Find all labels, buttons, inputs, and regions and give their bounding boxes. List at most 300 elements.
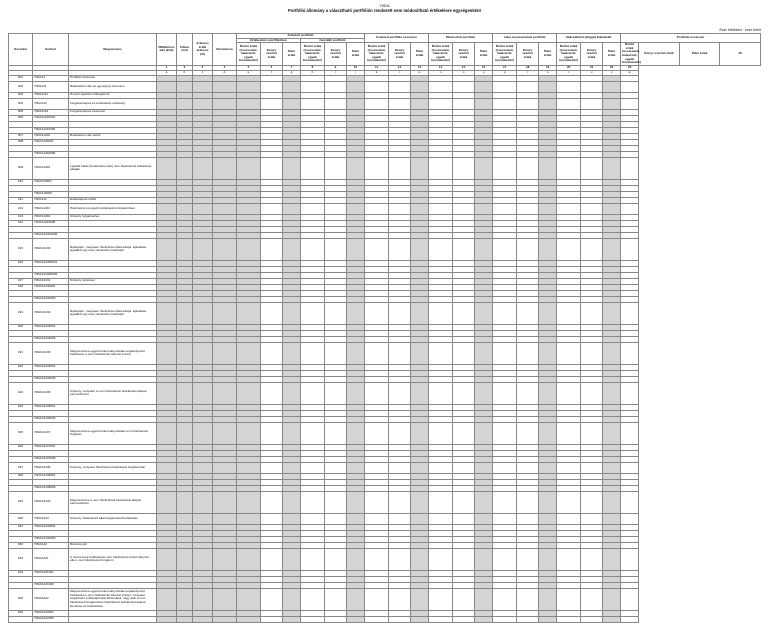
value-cell[interactable] bbox=[325, 98, 347, 109]
value-cell[interactable] bbox=[557, 302, 581, 324]
value-cell[interactable] bbox=[453, 588, 475, 610]
value-cell[interactable] bbox=[493, 513, 517, 524]
value-cell[interactable] bbox=[517, 513, 539, 524]
value-cell[interactable] bbox=[603, 616, 621, 622]
value-cell[interactable] bbox=[193, 462, 213, 473]
value-cell[interactable] bbox=[347, 81, 365, 92]
value-cell[interactable] bbox=[237, 588, 261, 610]
value-cell[interactable] bbox=[237, 342, 261, 364]
value-cell[interactable] bbox=[213, 203, 237, 214]
value-cell[interactable] bbox=[347, 588, 365, 610]
value-cell[interactable] bbox=[621, 513, 639, 524]
value-cell[interactable] bbox=[157, 382, 177, 404]
value-cell[interactable] bbox=[517, 548, 539, 570]
value-cell[interactable] bbox=[157, 81, 177, 92]
value-cell[interactable] bbox=[557, 588, 581, 610]
value-cell[interactable] bbox=[261, 81, 283, 92]
value-cell[interactable] bbox=[261, 203, 283, 214]
value-cell[interactable] bbox=[621, 98, 639, 109]
value-cell[interactable] bbox=[493, 157, 517, 179]
value-cell[interactable] bbox=[621, 548, 639, 570]
value-cell[interactable] bbox=[237, 302, 261, 324]
value-cell[interactable] bbox=[365, 342, 389, 364]
value-cell[interactable] bbox=[581, 513, 603, 524]
value-cell[interactable] bbox=[475, 382, 493, 404]
value-cell[interactable] bbox=[453, 422, 475, 444]
value-cell[interactable] bbox=[213, 588, 237, 610]
value-cell[interactable] bbox=[603, 342, 621, 364]
value-cell[interactable] bbox=[157, 302, 177, 324]
value-cell[interactable] bbox=[557, 462, 581, 473]
value-cell[interactable] bbox=[539, 157, 557, 179]
value-cell[interactable] bbox=[157, 157, 177, 179]
value-cell[interactable] bbox=[517, 616, 539, 622]
value-cell[interactable] bbox=[193, 81, 213, 92]
value-cell[interactable] bbox=[325, 462, 347, 473]
value-cell[interactable] bbox=[237, 238, 261, 260]
value-cell[interactable] bbox=[557, 203, 581, 214]
value-cell[interactable] bbox=[493, 548, 517, 570]
value-cell[interactable] bbox=[517, 491, 539, 513]
value-cell[interactable] bbox=[603, 98, 621, 109]
value-cell[interactable] bbox=[517, 588, 539, 610]
value-cell[interactable] bbox=[365, 422, 389, 444]
value-cell[interactable] bbox=[347, 513, 365, 524]
value-cell[interactable] bbox=[283, 81, 301, 92]
value-cell[interactable] bbox=[603, 588, 621, 610]
value-cell[interactable] bbox=[539, 422, 557, 444]
value-cell[interactable] bbox=[283, 616, 301, 622]
value-cell[interactable] bbox=[581, 157, 603, 179]
value-cell[interactable] bbox=[453, 342, 475, 364]
value-cell[interactable] bbox=[193, 238, 213, 260]
value-cell[interactable] bbox=[325, 491, 347, 513]
value-cell[interactable] bbox=[621, 588, 639, 610]
value-cell[interactable] bbox=[213, 238, 237, 260]
value-cell[interactable] bbox=[301, 513, 325, 524]
value-cell[interactable] bbox=[177, 588, 193, 610]
value-cell[interactable] bbox=[157, 98, 177, 109]
value-cell[interactable] bbox=[261, 302, 283, 324]
value-cell[interactable] bbox=[261, 422, 283, 444]
value-cell[interactable] bbox=[283, 238, 301, 260]
value-cell[interactable] bbox=[177, 548, 193, 570]
value-cell[interactable] bbox=[157, 422, 177, 444]
value-cell[interactable] bbox=[347, 422, 365, 444]
value-cell[interactable] bbox=[193, 98, 213, 109]
value-cell[interactable] bbox=[539, 462, 557, 473]
value-cell[interactable] bbox=[347, 98, 365, 109]
value-cell[interactable] bbox=[325, 382, 347, 404]
value-cell[interactable] bbox=[301, 81, 325, 92]
value-cell[interactable] bbox=[475, 616, 493, 622]
value-cell[interactable] bbox=[517, 342, 539, 364]
value-cell[interactable] bbox=[347, 238, 365, 260]
value-cell[interactable] bbox=[493, 382, 517, 404]
value-cell[interactable] bbox=[237, 422, 261, 444]
value-cell[interactable] bbox=[411, 342, 429, 364]
value-cell[interactable] bbox=[453, 491, 475, 513]
value-cell[interactable] bbox=[557, 616, 581, 622]
value-cell[interactable] bbox=[157, 462, 177, 473]
value-cell[interactable] bbox=[301, 203, 325, 214]
value-cell[interactable] bbox=[603, 422, 621, 444]
value-cell[interactable] bbox=[603, 513, 621, 524]
value-cell[interactable] bbox=[283, 462, 301, 473]
value-cell[interactable] bbox=[493, 98, 517, 109]
value-cell[interactable] bbox=[237, 81, 261, 92]
value-cell[interactable] bbox=[237, 98, 261, 109]
value-cell[interactable] bbox=[283, 98, 301, 109]
value-cell[interactable] bbox=[365, 548, 389, 570]
value-cell[interactable] bbox=[517, 98, 539, 109]
value-cell[interactable] bbox=[301, 157, 325, 179]
value-cell[interactable] bbox=[261, 491, 283, 513]
value-cell[interactable] bbox=[517, 203, 539, 214]
value-cell[interactable] bbox=[325, 302, 347, 324]
value-cell[interactable] bbox=[365, 238, 389, 260]
value-cell[interactable] bbox=[389, 203, 411, 214]
value-cell[interactable] bbox=[157, 513, 177, 524]
value-cell[interactable] bbox=[177, 81, 193, 92]
value-cell[interactable] bbox=[365, 462, 389, 473]
value-cell[interactable] bbox=[493, 491, 517, 513]
value-cell[interactable] bbox=[453, 462, 475, 473]
value-cell[interactable] bbox=[475, 203, 493, 214]
value-cell[interactable] bbox=[603, 81, 621, 92]
value-cell[interactable] bbox=[539, 302, 557, 324]
value-cell[interactable] bbox=[301, 588, 325, 610]
value-cell[interactable] bbox=[475, 462, 493, 473]
value-cell[interactable] bbox=[325, 342, 347, 364]
value-cell[interactable] bbox=[365, 616, 389, 622]
value-cell[interactable] bbox=[411, 302, 429, 324]
value-cell[interactable] bbox=[193, 422, 213, 444]
value-cell[interactable] bbox=[539, 238, 557, 260]
value-cell[interactable] bbox=[347, 203, 365, 214]
value-cell[interactable] bbox=[283, 548, 301, 570]
value-cell[interactable] bbox=[539, 203, 557, 214]
value-cell[interactable] bbox=[347, 616, 365, 622]
value-cell[interactable] bbox=[237, 382, 261, 404]
value-cell[interactable] bbox=[517, 81, 539, 92]
value-cell[interactable] bbox=[389, 616, 411, 622]
value-cell[interactable] bbox=[557, 157, 581, 179]
value-cell[interactable] bbox=[411, 98, 429, 109]
value-cell[interactable] bbox=[429, 422, 453, 444]
value-cell[interactable] bbox=[177, 422, 193, 444]
value-cell[interactable] bbox=[365, 203, 389, 214]
value-cell[interactable] bbox=[557, 491, 581, 513]
value-cell[interactable] bbox=[157, 616, 177, 622]
value-cell[interactable] bbox=[517, 382, 539, 404]
value-cell[interactable] bbox=[261, 157, 283, 179]
value-cell[interactable] bbox=[557, 81, 581, 92]
value-cell[interactable] bbox=[325, 548, 347, 570]
value-cell[interactable] bbox=[493, 342, 517, 364]
value-cell[interactable] bbox=[621, 462, 639, 473]
value-cell[interactable] bbox=[365, 302, 389, 324]
value-cell[interactable] bbox=[603, 548, 621, 570]
value-cell[interactable] bbox=[213, 302, 237, 324]
value-cell[interactable] bbox=[325, 513, 347, 524]
value-cell[interactable] bbox=[539, 588, 557, 610]
value-cell[interactable] bbox=[493, 238, 517, 260]
value-cell[interactable] bbox=[475, 238, 493, 260]
value-cell[interactable] bbox=[213, 98, 237, 109]
value-cell[interactable] bbox=[283, 302, 301, 324]
value-cell[interactable] bbox=[475, 98, 493, 109]
value-cell[interactable] bbox=[581, 548, 603, 570]
value-cell[interactable] bbox=[283, 491, 301, 513]
value-cell[interactable] bbox=[493, 203, 517, 214]
value-cell[interactable] bbox=[411, 616, 429, 622]
value-cell[interactable] bbox=[193, 203, 213, 214]
value-cell[interactable] bbox=[603, 491, 621, 513]
value-cell[interactable] bbox=[581, 302, 603, 324]
value-cell[interactable] bbox=[365, 513, 389, 524]
value-cell[interactable] bbox=[213, 462, 237, 473]
value-cell[interactable] bbox=[213, 382, 237, 404]
value-cell[interactable] bbox=[493, 588, 517, 610]
value-cell[interactable] bbox=[389, 588, 411, 610]
value-cell[interactable] bbox=[517, 422, 539, 444]
value-cell[interactable] bbox=[157, 588, 177, 610]
value-cell[interactable] bbox=[177, 513, 193, 524]
value-cell[interactable] bbox=[261, 382, 283, 404]
value-cell[interactable] bbox=[177, 203, 193, 214]
value-cell[interactable] bbox=[325, 157, 347, 179]
value-cell[interactable] bbox=[517, 238, 539, 260]
value-cell[interactable] bbox=[389, 81, 411, 92]
value-cell[interactable] bbox=[603, 157, 621, 179]
value-cell[interactable] bbox=[301, 462, 325, 473]
value-cell[interactable] bbox=[429, 238, 453, 260]
value-cell[interactable] bbox=[261, 513, 283, 524]
value-cell[interactable] bbox=[193, 513, 213, 524]
value-cell[interactable] bbox=[539, 616, 557, 622]
value-cell[interactable] bbox=[517, 462, 539, 473]
value-cell[interactable] bbox=[325, 422, 347, 444]
value-cell[interactable] bbox=[557, 238, 581, 260]
value-cell[interactable] bbox=[539, 513, 557, 524]
value-cell[interactable] bbox=[603, 302, 621, 324]
value-cell[interactable] bbox=[283, 513, 301, 524]
value-cell[interactable] bbox=[261, 616, 283, 622]
value-cell[interactable] bbox=[621, 157, 639, 179]
value-cell[interactable] bbox=[539, 342, 557, 364]
value-cell[interactable] bbox=[539, 382, 557, 404]
value-cell[interactable] bbox=[475, 342, 493, 364]
value-cell[interactable] bbox=[301, 616, 325, 622]
value-cell[interactable] bbox=[237, 462, 261, 473]
value-cell[interactable] bbox=[429, 98, 453, 109]
value-cell[interactable] bbox=[581, 588, 603, 610]
value-cell[interactable] bbox=[453, 302, 475, 324]
value-cell[interactable] bbox=[411, 588, 429, 610]
value-cell[interactable] bbox=[325, 616, 347, 622]
value-cell[interactable] bbox=[301, 491, 325, 513]
value-cell[interactable] bbox=[301, 98, 325, 109]
value-cell[interactable] bbox=[237, 491, 261, 513]
value-cell[interactable] bbox=[301, 548, 325, 570]
value-cell[interactable] bbox=[157, 491, 177, 513]
value-cell[interactable] bbox=[411, 491, 429, 513]
value-cell[interactable] bbox=[347, 157, 365, 179]
value-cell[interactable] bbox=[581, 98, 603, 109]
value-cell[interactable] bbox=[261, 548, 283, 570]
value-cell[interactable] bbox=[213, 81, 237, 92]
value-cell[interactable] bbox=[177, 342, 193, 364]
value-cell[interactable] bbox=[157, 548, 177, 570]
value-cell[interactable] bbox=[411, 157, 429, 179]
value-cell[interactable] bbox=[389, 548, 411, 570]
value-cell[interactable] bbox=[325, 238, 347, 260]
value-cell[interactable] bbox=[347, 462, 365, 473]
value-cell[interactable] bbox=[237, 513, 261, 524]
value-cell[interactable] bbox=[557, 513, 581, 524]
value-cell[interactable] bbox=[539, 548, 557, 570]
value-cell[interactable] bbox=[325, 81, 347, 92]
value-cell[interactable] bbox=[493, 616, 517, 622]
value-cell[interactable] bbox=[283, 382, 301, 404]
value-cell[interactable] bbox=[429, 342, 453, 364]
value-cell[interactable] bbox=[261, 238, 283, 260]
value-cell[interactable] bbox=[429, 81, 453, 92]
value-cell[interactable] bbox=[193, 491, 213, 513]
value-cell[interactable] bbox=[539, 98, 557, 109]
value-cell[interactable] bbox=[177, 382, 193, 404]
value-cell[interactable] bbox=[177, 616, 193, 622]
value-cell[interactable] bbox=[453, 157, 475, 179]
value-cell[interactable] bbox=[193, 382, 213, 404]
value-cell[interactable] bbox=[621, 342, 639, 364]
value-cell[interactable] bbox=[581, 382, 603, 404]
value-cell[interactable] bbox=[411, 238, 429, 260]
value-cell[interactable] bbox=[213, 342, 237, 364]
value-cell[interactable] bbox=[429, 382, 453, 404]
value-cell[interactable] bbox=[261, 588, 283, 610]
value-cell[interactable] bbox=[453, 382, 475, 404]
value-cell[interactable] bbox=[177, 157, 193, 179]
value-cell[interactable] bbox=[557, 422, 581, 444]
value-cell[interactable] bbox=[177, 98, 193, 109]
value-cell[interactable] bbox=[347, 342, 365, 364]
value-cell[interactable] bbox=[453, 616, 475, 622]
value-cell[interactable] bbox=[213, 616, 237, 622]
value-cell[interactable] bbox=[557, 382, 581, 404]
value-cell[interactable] bbox=[493, 462, 517, 473]
value-cell[interactable] bbox=[411, 382, 429, 404]
value-cell[interactable] bbox=[283, 422, 301, 444]
value-cell[interactable] bbox=[157, 342, 177, 364]
value-cell[interactable] bbox=[453, 238, 475, 260]
value-cell[interactable] bbox=[603, 203, 621, 214]
value-cell[interactable] bbox=[453, 81, 475, 92]
value-cell[interactable] bbox=[389, 422, 411, 444]
value-cell[interactable] bbox=[581, 238, 603, 260]
value-cell[interactable] bbox=[325, 203, 347, 214]
value-cell[interactable] bbox=[283, 342, 301, 364]
value-cell[interactable] bbox=[475, 513, 493, 524]
value-cell[interactable] bbox=[237, 203, 261, 214]
value-cell[interactable] bbox=[237, 616, 261, 622]
value-cell[interactable] bbox=[603, 238, 621, 260]
value-cell[interactable] bbox=[365, 491, 389, 513]
value-cell[interactable] bbox=[411, 422, 429, 444]
value-cell[interactable] bbox=[193, 616, 213, 622]
value-cell[interactable] bbox=[429, 157, 453, 179]
value-cell[interactable] bbox=[365, 157, 389, 179]
value-cell[interactable] bbox=[283, 588, 301, 610]
value-cell[interactable] bbox=[389, 157, 411, 179]
value-cell[interactable] bbox=[193, 588, 213, 610]
value-cell[interactable] bbox=[517, 157, 539, 179]
value-cell[interactable] bbox=[301, 302, 325, 324]
value-cell[interactable] bbox=[411, 203, 429, 214]
value-cell[interactable] bbox=[621, 616, 639, 622]
value-cell[interactable] bbox=[347, 302, 365, 324]
value-cell[interactable] bbox=[453, 203, 475, 214]
value-cell[interactable] bbox=[581, 422, 603, 444]
value-cell[interactable] bbox=[557, 342, 581, 364]
value-cell[interactable] bbox=[193, 302, 213, 324]
value-cell[interactable] bbox=[621, 302, 639, 324]
value-cell[interactable] bbox=[603, 462, 621, 473]
value-cell[interactable] bbox=[475, 422, 493, 444]
value-cell[interactable] bbox=[347, 548, 365, 570]
value-cell[interactable] bbox=[429, 302, 453, 324]
value-cell[interactable] bbox=[429, 588, 453, 610]
value-cell[interactable] bbox=[261, 98, 283, 109]
value-cell[interactable] bbox=[389, 302, 411, 324]
value-cell[interactable] bbox=[581, 616, 603, 622]
value-cell[interactable] bbox=[283, 203, 301, 214]
value-cell[interactable] bbox=[365, 382, 389, 404]
value-cell[interactable] bbox=[581, 342, 603, 364]
value-cell[interactable] bbox=[237, 548, 261, 570]
value-cell[interactable] bbox=[301, 422, 325, 444]
value-cell[interactable] bbox=[475, 302, 493, 324]
value-cell[interactable] bbox=[475, 81, 493, 92]
value-cell[interactable] bbox=[213, 513, 237, 524]
value-cell[interactable] bbox=[453, 548, 475, 570]
value-cell[interactable] bbox=[365, 98, 389, 109]
value-cell[interactable] bbox=[621, 81, 639, 92]
value-cell[interactable] bbox=[475, 588, 493, 610]
value-cell[interactable] bbox=[389, 98, 411, 109]
value-cell[interactable] bbox=[429, 203, 453, 214]
value-cell[interactable] bbox=[213, 548, 237, 570]
value-cell[interactable] bbox=[429, 462, 453, 473]
value-cell[interactable] bbox=[177, 491, 193, 513]
value-cell[interactable] bbox=[581, 81, 603, 92]
value-cell[interactable] bbox=[389, 238, 411, 260]
value-cell[interactable] bbox=[389, 491, 411, 513]
value-cell[interactable] bbox=[177, 462, 193, 473]
value-cell[interactable] bbox=[389, 342, 411, 364]
value-cell[interactable] bbox=[517, 302, 539, 324]
value-cell[interactable] bbox=[475, 157, 493, 179]
value-cell[interactable] bbox=[453, 513, 475, 524]
value-cell[interactable] bbox=[261, 462, 283, 473]
value-cell[interactable] bbox=[429, 513, 453, 524]
value-cell[interactable] bbox=[539, 491, 557, 513]
value-cell[interactable] bbox=[193, 157, 213, 179]
value-cell[interactable] bbox=[389, 462, 411, 473]
value-cell[interactable] bbox=[581, 491, 603, 513]
value-cell[interactable] bbox=[283, 157, 301, 179]
